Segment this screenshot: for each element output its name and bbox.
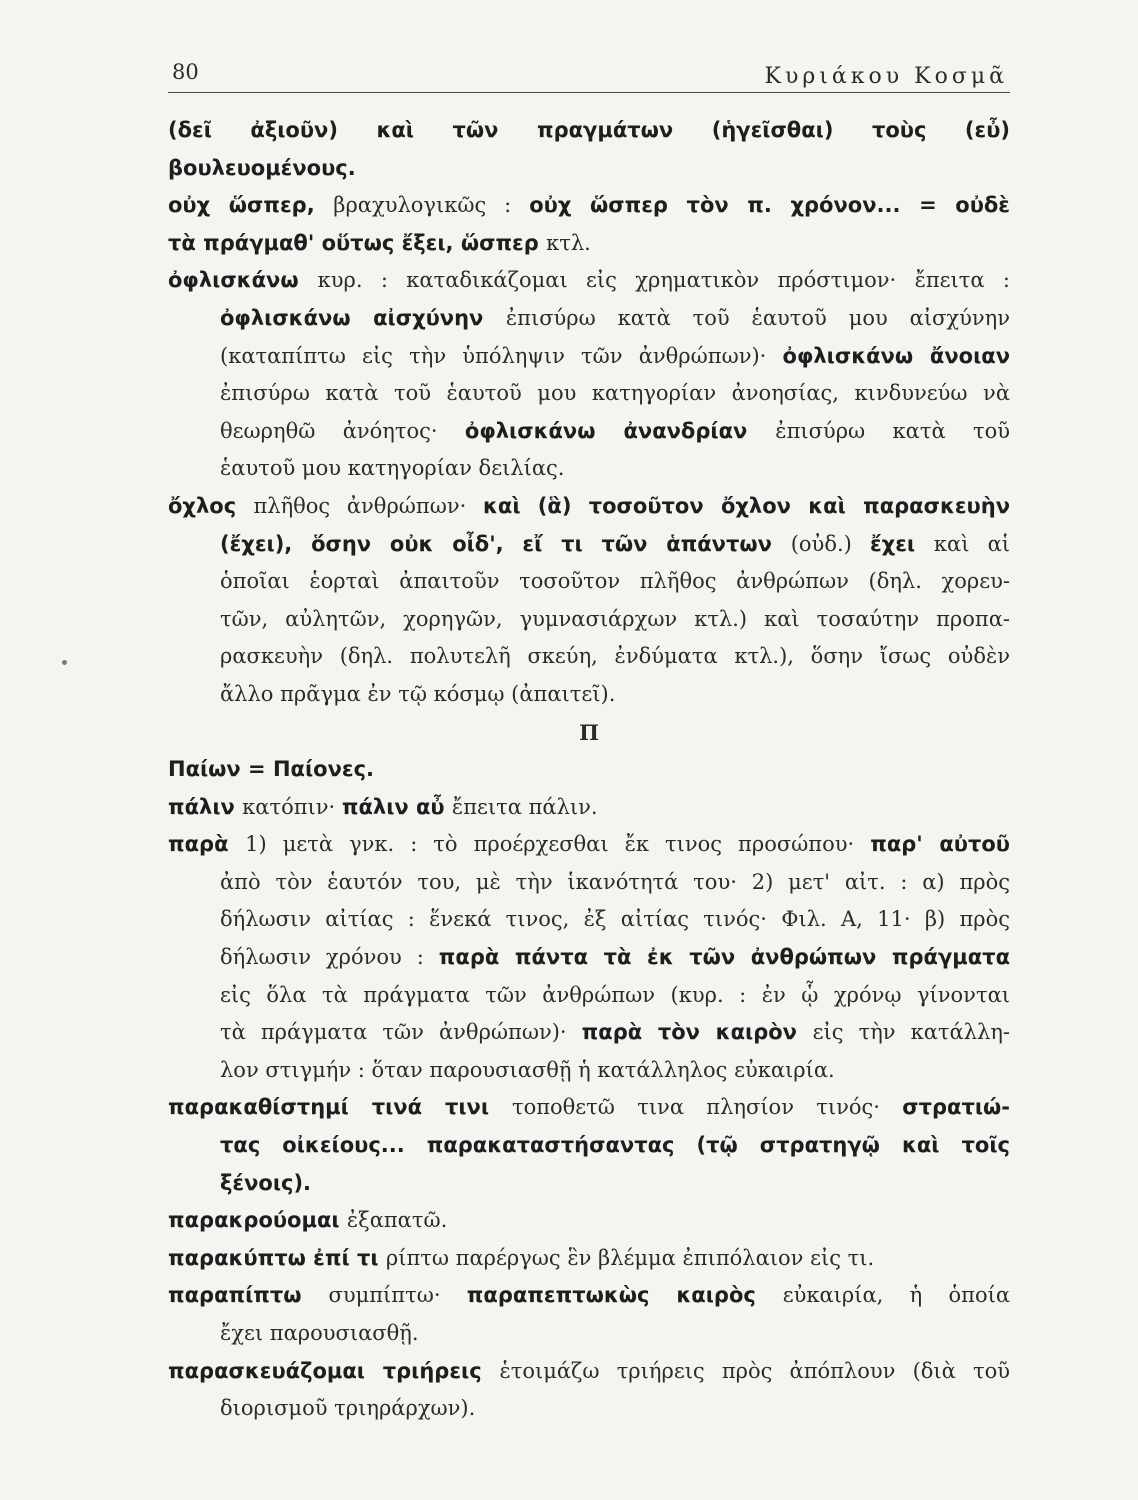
definition-text: ἔχει παρουσιασθῇ.: [220, 1321, 419, 1345]
definition-text: τοποθετῶ τινα πλησίον τινός·: [511, 1095, 903, 1120]
text-line: [168, 1127, 1010, 1165]
headword: ὀφλισκάνω ἀνανδρίαν: [464, 418, 776, 443]
definition-text: δήλωσιν αἰτίας : ἕνεκά τινος, ἐξ αἰτίας τινός· Φιλ. Α, 11· β) πρὸς: [220, 907, 1010, 932]
definition-text: καὶ αἱ: [933, 531, 1010, 556]
definition-text: ἑαυτοῦ μου κατηγορίαν δειλίας.: [220, 456, 565, 481]
page-number: 80: [172, 60, 199, 84]
text-line: [168, 1165, 1010, 1203]
text-line: [168, 1315, 1010, 1353]
headword: ξένοις).: [220, 1170, 312, 1195]
text-line: [168, 563, 1010, 601]
section-letter: [168, 714, 1010, 752]
definition-text: ὁποῖαι ἑορταὶ ἀπαιτοῦν τοσοῦτον πλῆθος ἀνθρώπων (δηλ. χορευ-: [220, 569, 1010, 594]
text-line: [168, 300, 1010, 338]
definition-text: (καταπίπτω εἰς τὴν ὑπόληψιν τῶν ἀνθρώπων)·: [220, 343, 783, 368]
definition-text: ρασκευὴν (δηλ. πολυτελῆ σκεύη, ἐνδύματα κτλ.), ὅσην ἴσως οὐδὲν: [220, 644, 1010, 669]
text-line: [168, 1353, 1010, 1391]
text-line: [168, 150, 1010, 188]
definition-text: κατόπιν·: [242, 794, 342, 819]
headword: πάλιν: [168, 794, 243, 819]
headword: παρασκευάζομαι τριήρεις: [168, 1358, 500, 1383]
headword: ὄχλος: [168, 493, 254, 518]
definition-text: Π: [579, 719, 599, 745]
definition-text: τῶν, αὐλητῶν, χορηγῶν, γυμνασιάρχων κτλ.) καὶ τοσαύτην προπα-: [220, 606, 1010, 631]
headword: (δεῖ ἀξιοῦν) καὶ τῶν πραγμάτων (ἡγεῖσθαι) τοὺς (εὖ): [168, 118, 1010, 142]
headword: ὀφλισκάνω: [168, 268, 318, 293]
definition-text: τὰ πράγματα τῶν ἀνθρώπων)·: [220, 1020, 582, 1045]
headword: καὶ (ἃ) τοσοῦτον ὄχλον καὶ παρασκευὴν: [482, 493, 1010, 518]
definition-text: δήλωσιν χρόνου :: [220, 945, 439, 970]
headword: παρὰ πάντα τὰ ἐκ τῶν ἀνθρώπων πράγματα: [438, 945, 1010, 970]
text-line: [168, 488, 1010, 526]
headword: ἔχει: [869, 531, 934, 556]
definition-text: ἄλλο πρᾶγμα ἐν τῷ κόσμῳ (ἀπαιτεῖ).: [220, 681, 616, 706]
definition-text: θεωρηθῶ ἀνόητος·: [220, 418, 465, 443]
definition-text: κυρ. : καταδικάζομαι εἰς χρηματικὸν πρόστιμον· ἔπειτα :: [317, 268, 1010, 293]
headword: τας οἰκείους... παρακαταστήσαντας (τῷ στρατηγῷ καὶ τοῖς: [220, 1133, 1010, 1158]
definition-text: ἐπισύρω κατὰ τοῦ ἑαυτοῦ μου κατηγορίαν ἀνοησίας, κινδυνεύω νὰ: [220, 381, 1010, 406]
text-line: [168, 676, 1010, 714]
text-line: [168, 939, 1010, 977]
headword: παρὰ: [168, 832, 246, 857]
definition-text: κτλ.: [546, 230, 591, 255]
headword: οὐχ ὥσπερ,: [168, 193, 334, 218]
headword: ὀφλισκάνω ἄνοιαν: [782, 343, 1010, 368]
text-line: [168, 450, 1010, 488]
text-line: [168, 901, 1010, 939]
text-line: [168, 1014, 1010, 1052]
headword: (ἔχει), ὅσην οὐκ οἶδ', εἴ τι τῶν ἁπάντων: [220, 531, 791, 556]
text-line: [168, 789, 1010, 827]
text-line: [168, 751, 1010, 789]
text-line: [168, 1240, 1010, 1278]
text-line: [168, 638, 1010, 676]
headword: παρ' αὐτοῦ: [870, 832, 1010, 857]
definition-text: 1) μετὰ γνκ. : τὸ προέρχεσθαι ἔκ τινος προσώπου·: [245, 832, 871, 857]
glossary-body: [168, 112, 1010, 1428]
definition-text: βραχυλογικῶς :: [333, 193, 530, 218]
text-line: [168, 526, 1010, 564]
definition-text: πλῆθος ἀνθρώπων·: [253, 493, 483, 518]
text-line: [168, 225, 1010, 263]
headword: παρακαθίστημί τινά τινι: [168, 1095, 512, 1120]
definition-text: εὐκαιρία, ἡ ὁποία: [782, 1283, 1010, 1308]
headword: παρακρούομαι: [168, 1208, 347, 1233]
definition-text: ἐπισύρω κατὰ τοῦ: [775, 418, 1010, 443]
text-line: [168, 826, 1010, 864]
headword: Παίων = Παίονες.: [168, 757, 374, 782]
margin-dot: [62, 660, 67, 665]
headword: πάλιν αὖ: [341, 794, 452, 819]
text-line: [168, 601, 1010, 639]
text-line: [168, 1202, 1010, 1240]
headword: ὀφλισκάνω αἰσχύνην: [220, 305, 506, 330]
headword: στρατιώ-: [902, 1095, 1010, 1120]
text-line: [168, 864, 1010, 902]
definition-text: ρίπτω παρέργως ἓν βλέμμα ἐπιπόλαιον εἰς τι.: [385, 1245, 875, 1270]
definition-text: ἐπισύρω κατὰ τοῦ ἑαυτοῦ μου αἰσχύνην: [505, 305, 1010, 330]
definition-text: ἐξαπατῶ.: [346, 1208, 448, 1233]
definition-text: συμπίπτω·: [328, 1283, 467, 1308]
definition-text: διορισμοῦ τριηράρχων).: [220, 1396, 476, 1421]
definition-text: ἑτοιμάζω τριήρεις πρὸς ἀπόπλουν (διὰ τοῦ: [499, 1358, 1010, 1383]
text-line: [168, 112, 1010, 150]
definition-text: εἰς ὅλα τὰ πράγματα τῶν ἀνθρώπων (κυρ. : ἐν ᾧ χρόνῳ γίνονται: [220, 982, 1010, 1007]
definition-text: ἀπὸ τὸν ἑαυτόν του, μὲ τὴν ἱκανότητά του· 2) μετ' αἰτ. : α) πρὸς: [220, 869, 1010, 894]
text-line: [168, 262, 1010, 300]
headword: οὐχ ὥσπερ τὸν π. χρόνον... = οὐδὲ: [529, 193, 1010, 218]
headword: βουλευομένους.: [168, 155, 356, 180]
headword: παρακύπτω ἐπί τι: [168, 1245, 386, 1270]
running-head: Κυριάκου Κοσμᾶ: [764, 64, 1008, 89]
text-line: [168, 1052, 1010, 1090]
headword: παρὰ τὸν καιρὸν: [581, 1020, 813, 1045]
definition-text: ἔπειτα πάλιν.: [451, 794, 598, 819]
text-line: [168, 1390, 1010, 1428]
text-line: [168, 187, 1010, 225]
headword: παραπίπτω: [168, 1283, 329, 1308]
definition-text: (οὐδ.): [790, 531, 870, 556]
definition-text: λον στιγμήν : ὅταν παρουσιασθῇ ἡ κατάλληλος εὐκαιρία.: [220, 1057, 835, 1082]
text-line: [168, 375, 1010, 413]
page-header: [168, 58, 1010, 93]
text-line: [168, 1089, 1010, 1127]
text-line: [168, 977, 1010, 1015]
text-line: [168, 413, 1010, 451]
definition-text: εἰς τὴν κατάλλη-: [812, 1020, 1010, 1045]
text-line: [168, 338, 1010, 376]
headword: παραπεπτωκὼς καιρὸς: [466, 1283, 783, 1308]
headword: τὰ πράγμαθ' οὕτως ἔξει, ὥσπερ: [168, 230, 547, 255]
text-line: [168, 1277, 1010, 1315]
